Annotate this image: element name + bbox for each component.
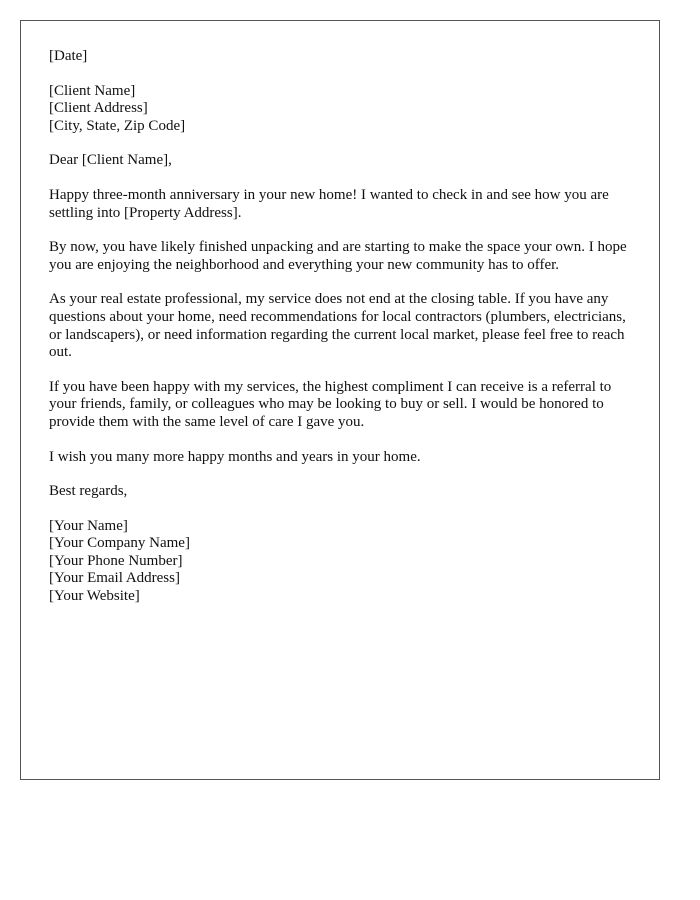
signature-phone: [Your Phone Number]: [49, 552, 183, 569]
body-paragraph-settling: By now, you have likely finished unpacking and are starting to make the space your own. I hope you are enjoying the neighborhood and everything your new community has to offer.: [49, 239, 627, 273]
recipient-block: [49, 83, 631, 136]
recipient-name: [Client Name]: [49, 82, 136, 99]
body-paragraph-referral: If you have been happy with my services, the highest compliment I can receive is a referral to your friends, family, or colleagues who may be looking to buy or sell. I would be honored to provide them with the same level of care I gave you.: [49, 378, 612, 430]
signature-email: [Your Email Address]: [49, 570, 180, 587]
recipient-city-state-zip: [City, State, Zip Code]: [49, 117, 186, 134]
signature-company: [Your Company Name]: [49, 535, 190, 552]
body-paragraph-service: As your real estate professional, my service does not end at the closing table. If you have any questions about your home, need recommendations for local contractors (plumbers, electricians, or landscapers), or need information regarding the current local market, please feel free to reach out.: [49, 291, 626, 361]
body-paragraph-wishes: I wish you many more happy months and years in your home.: [49, 448, 421, 465]
closing: Best regards,: [49, 483, 128, 500]
letter-page: [20, 20, 660, 780]
signature-name: [Your Name]: [49, 517, 128, 534]
signature-block: [49, 518, 631, 606]
body-paragraph-anniversary: Happy three-month anniversary in your new home! I wanted to check in and see how you are settling into [Property Address].: [49, 186, 609, 221]
letter-date: [Date]: [49, 48, 88, 64]
signature-website: [Your Website]: [49, 588, 140, 605]
recipient-address: [Client Address]: [49, 100, 148, 117]
salutation: Dear [Client Name],: [49, 152, 172, 169]
